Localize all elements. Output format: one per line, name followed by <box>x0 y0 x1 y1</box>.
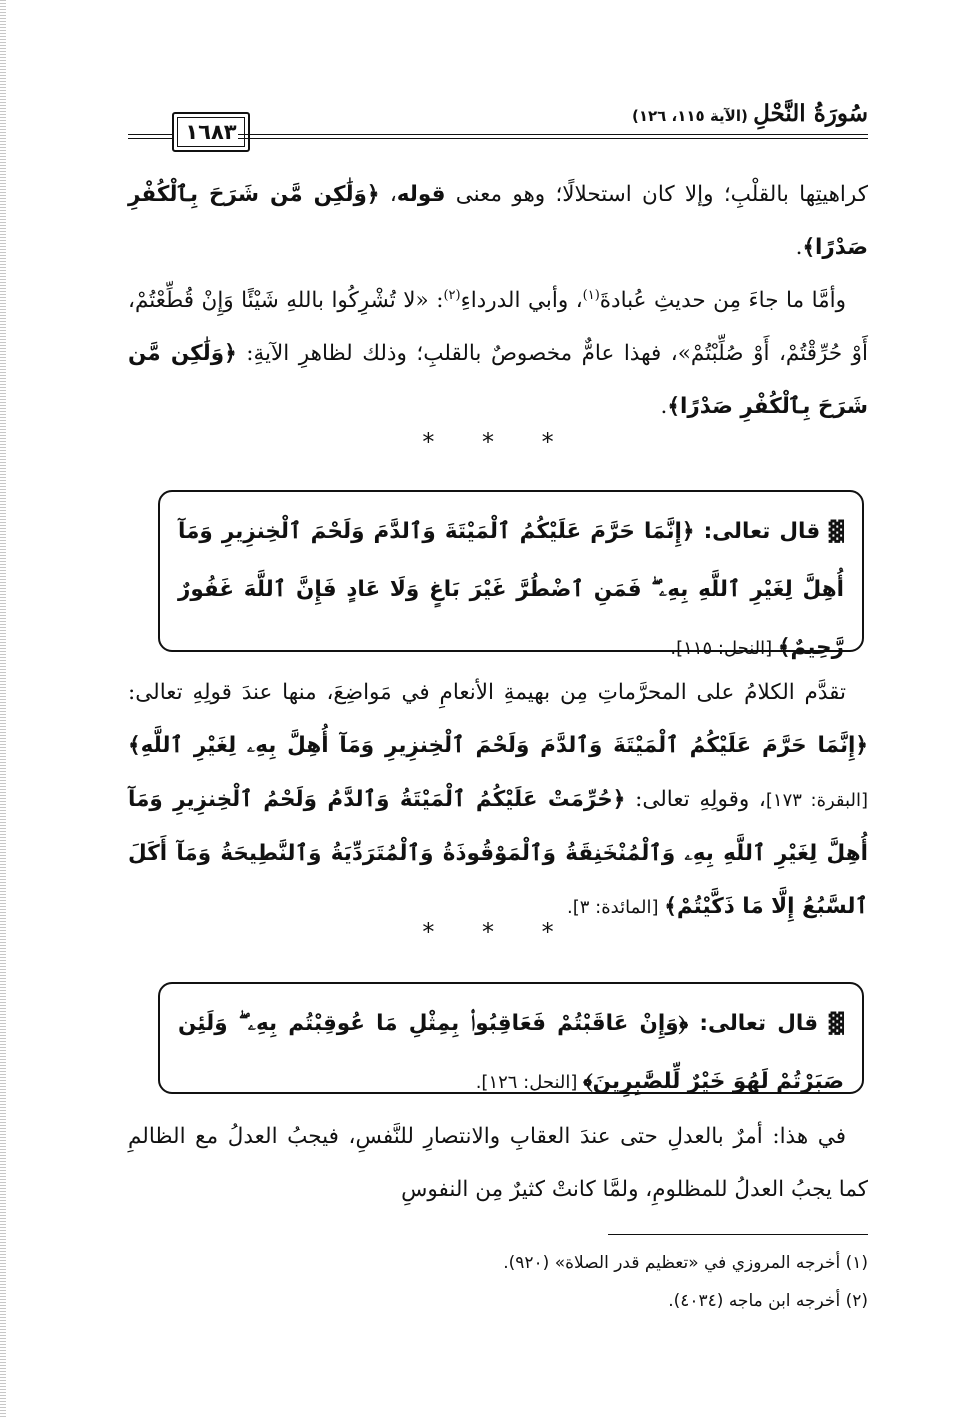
footnote-ref-2[interactable]: (٢) <box>443 287 461 303</box>
header-rule <box>238 134 868 139</box>
section-separator: * * * <box>422 428 574 456</box>
footnote-ref-1[interactable]: (١) <box>582 287 600 303</box>
quran-quote: ﴿وَلَٰكِن مَّن شَرَحَ بِٱلْكُفْرِ صَدْرًا﴾ <box>128 182 868 260</box>
ayah-text: ﴿وَإِنْ عَاقَبْتُمْ فَعَاقِبُوا۟ بِمِثْلِ مَا عُوقِبْتُم بِهِۦ ۖ وَلَئِن صَبَرْتُمْ لَهُوَ خَيْرٌ لِّلصَّٰبِرِينَ﴾ <box>178 1011 844 1094</box>
ayah-box-text <box>178 502 844 678</box>
ayah-lead: قال تعالى: <box>694 519 821 544</box>
ayah-box-1 <box>158 490 864 660</box>
bold-label: قوله <box>396 182 446 207</box>
ayah-box-2 <box>158 982 864 1094</box>
ayah-reference: [النحل: ١١٥]. <box>670 638 778 659</box>
paragraph-text: وأمَّا ما جاءَ مِن حديثِ عُبادةَ <box>599 288 847 313</box>
header-rule-left <box>128 134 172 139</box>
footnote-2 <box>108 1288 868 1314</box>
section-separator: * * * <box>422 918 574 946</box>
quran-quote: ﴿حُرِّمَتْ عَلَيْكُمُ ٱلْمَيْتَةُ وَٱلدَّمُ وَلَحْمُ ٱلْخِنزِيرِ وَمَآ أُهِلَّ لِغَيْرِ ٱللَّهِ بِهِۦ وَٱلْمُنْخَنِقَةُ وَٱلْمَوْقُوذَةُ وَٱلْمُتَرَدِّيَةُ وَٱلنَّطِيحَةُ وَمَآ أَكَلَ ٱلسَّبُعُ إِلَّا مَا ذَكَّيْتُمْ﴾ <box>128 787 868 919</box>
paragraph-3 <box>128 666 868 934</box>
ayah-reference: [النحل: ١٢٦]. <box>475 1072 584 1093</box>
paragraph-text: كراهيتِها بالقلْبِ؛ وإلا كان استحلالًا؛ وهو معنى <box>445 182 869 207</box>
ayah-range: (الآية ١١٥، ١٢٦) <box>632 107 748 125</box>
footnote-number: (١) <box>845 1253 868 1273</box>
page-header <box>128 100 868 160</box>
ayah-lead: قال تعالى: <box>688 1011 819 1036</box>
footnote-number: (٢) <box>845 1291 868 1311</box>
footnote-rule <box>608 1234 868 1235</box>
scan-edge <box>0 0 6 1417</box>
quran-quote: ﴿وَلَٰكِن مَّن شَرَحَ بِٱلْكُفْرِ صَدْرًا﴾ <box>128 341 868 419</box>
paragraph-4 <box>128 1110 868 1216</box>
footnote-1 <box>108 1250 868 1276</box>
footnote-text: أخرجه المروزي في «تعظيم قدر الصلاة» (٩٢٠). <box>503 1253 846 1273</box>
paragraph-end: . <box>660 394 668 419</box>
paragraph-2 <box>128 274 868 433</box>
running-head <box>626 100 868 130</box>
ornament-icon: ▓ <box>828 1011 845 1035</box>
footnote-text: أخرجه ابن ماجه (٤٠٣٤). <box>668 1291 846 1311</box>
paragraph-text: : «لا تُشْرِكُوا باللهِ شَيْئًا وَإِنْ قُطِّعْتُمْ، أَوْ حُرِّقْتُمْ، أَوْ صُلِّبْتُمْ»، فهذا عامٌّ مخصوصٌ بالقلبِ؛ وذلك لظاهرِ الآيةِ: <box>128 288 869 366</box>
ayah-box-text <box>178 994 844 1112</box>
quote-reference: [المائدة: ٣]. <box>567 897 665 918</box>
ornament-icon: ▓ <box>828 519 844 543</box>
ayah-text: ﴿إِنَّمَا حَرَّمَ عَلَيْكُمُ ٱلْمَيْتَةَ وَٱلدَّمَ وَلَحْمَ ٱلْخِنزِيرِ وَمَآ أُهِلَّ لِغَيْرِ ٱللَّهِ بِهِۦ ۖ فَمَنِ ٱضْطُرَّ غَيْرَ بَاغٍ وَلَا عَادٍ فَإِنَّ ٱللَّهَ غَفُورٌ رَّحِيمٌ﴾ <box>178 519 844 660</box>
quran-quote: ﴿إِنَّمَا حَرَّمَ عَلَيْكُمُ ٱلْمَيْتَةَ وَٱلدَّمَ وَلَحْمَ ٱلْخِنزِيرِ وَمَآ أُهِلَّ بِهِۦ لِغَيْرِ ٱللَّهِ﴾ <box>128 733 868 758</box>
paragraph-end: . <box>795 235 803 260</box>
surah-title: سُورَةُ النَّحْلِ <box>753 100 868 127</box>
paragraph-text: ، وقولِهِ تعالى: <box>625 787 766 812</box>
paragraph-text: تقدَّم الكلامُ على المحرَّماتِ مِن بهيمةِ الأنعامِ في مَواضِعَ، منها عندَ قولِهِ تعالى: <box>128 680 846 705</box>
page-number: ١٦٨٣ <box>172 112 250 152</box>
paragraph-text: ، وأبي الدرداءِ <box>460 288 583 313</box>
quote-reference: [البقرة: ١٧٣] <box>765 790 868 811</box>
paragraph-text: في هذا: أمرٌ بالعدلِ حتى عندَ العقابِ والانتصارِ للنَّفسِ، فيجبُ العدلُ مع الظالمِ كما يجبُ العدلُ للمظلومِ، ولمَّا كانتْ كثيرٌ مِن النفوسِ <box>128 1124 868 1202</box>
paragraph-1: كراهيتِها بالقلْبِ؛ وإلا كان استحلالًا؛ وهو معنى قوله، ﴿وَلَٰكِن مَّن شَرَحَ بِٱلْكُفْرِ صَدْرًا﴾. <box>128 182 869 260</box>
